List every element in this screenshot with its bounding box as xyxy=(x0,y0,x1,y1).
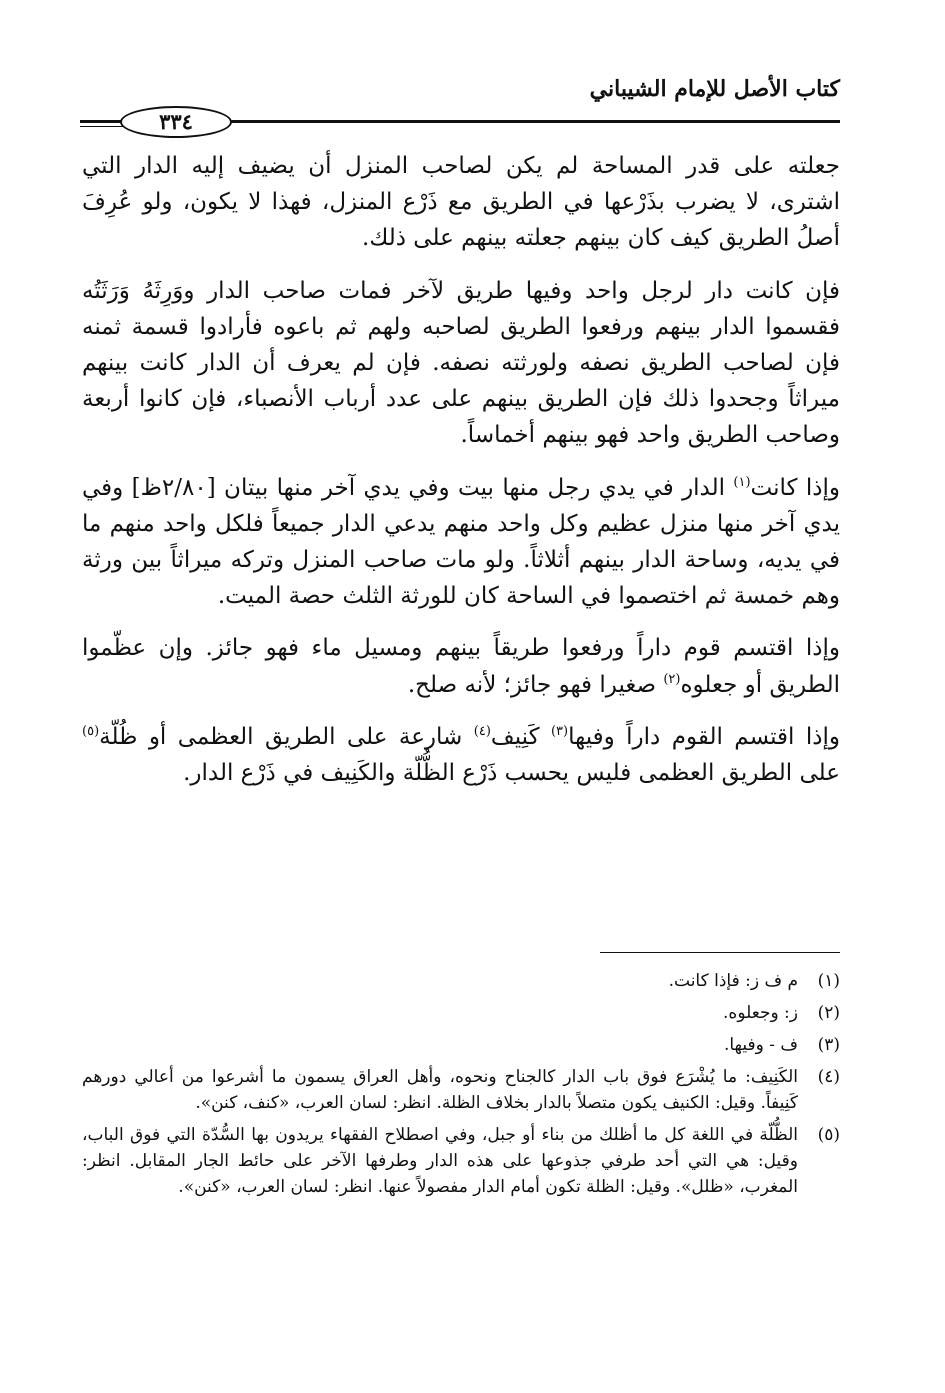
footnote-ref: (١) xyxy=(733,474,751,490)
footnote-ref: (٥) xyxy=(82,723,100,739)
paragraph xyxy=(82,630,840,702)
page-header xyxy=(80,70,840,132)
footnote-number: (٥) xyxy=(817,1125,840,1145)
text-segment: شارعة على الطريق العظمى أو ظُلّة xyxy=(99,723,474,750)
page-number: ٣٣٤ xyxy=(120,106,232,138)
footnote-separator xyxy=(600,952,840,953)
footnote-text: الكَنِيف: ما يُشْرَع فوق باب الدار كالجناح ونحوه، وأهل العراق يسمون ما أشرعوا من أعالي دورهم كَنِيفاً. وقيل: الكنيف يكون متصلاً بالدار بخلاف الظلة. انظر: لسان العرب، «كنف، كنن». xyxy=(82,1067,798,1113)
text-segment: صغيرا فهو جائز؛ لأنه صلح. xyxy=(407,671,664,698)
paragraph xyxy=(82,719,840,791)
footnote xyxy=(82,968,840,994)
text-segment: وإذا اقتسم قوم داراً ورفعوا طريقاً بينهم ومسيل ماء فهو جائز. وإن عظّموا الطريق أو جعلوه xyxy=(82,635,840,698)
footnote-ref: (٢) xyxy=(663,671,681,687)
footnote-number: (٣) xyxy=(817,1035,840,1055)
footnote-text: م ف ز: فإذا كانت. xyxy=(668,971,798,991)
footnote-text: الظُّلّة في اللغة كل ما أظلك من بناء أو جبل، وفي اصطلاح الفقهاء يريدون بها السُّدّة التي فوق الباب، وقيل: هي التي أحد طرفي جذوعها على هذه الدار وطرفها الآخر على حائط الجار المقابل. انظر: المغرب، «ظلل». وقيل: الظلة تكون أمام الدار مفصولاً عنها. انظر: لسان العرب، «كنن». xyxy=(82,1125,798,1197)
text-segment: الدار في يدي رجل منها بيت وفي يدي آخر منها بيتان [٢/٨٠ظ] وفي يدي آخر منها منزل عظيم وكل واحد منهم يدعي الدار جميعاً فلكل واحد منهم ما في يديه، وساحة الدار بينهم أثلاثاً. ولو مات صاحب المنزل وتركه ميراثاً بين ورثة وهم خمسة ثم اختصموا في الساحة كان للورثة الثلث حصة الميت. xyxy=(82,474,840,610)
footnote-number: (٤) xyxy=(817,1067,840,1087)
footnote-number: (١) xyxy=(817,971,840,991)
footnote-text: ز: وجعلوه. xyxy=(723,1003,798,1023)
footnote xyxy=(82,1064,840,1116)
text-segment: فإن كانت دار لرجل واحد وفيها طريق لآخر فمات صاحب الدار ووَرِثَهُ وَرَثَتُه فقسموا الدار بينهم ورفعوا الطريق لصاحبه ولهم ثم باعوه فأرادوا قسمة ثمنه فإن لصاحب الطريق نصفه ولورثته نصفه. فإن لم يعرف أن الدار كانت بينهم ميراثاً وجحدوا ذلك فإن الطريق بينهم على عدد أرباب الأنصباء، فإن كانوا أربعة وصاحب الطريق واحد فهو بينهم أخماساً. xyxy=(82,277,840,449)
footnote xyxy=(82,1032,840,1058)
text-segment: جعلته على قدر المساحة لم يكن لصاحب المنزل أن يضيف إليه الدار التي اشترى، لا يضرب بذَرْعها في الطريق مع ذَرْع المنزل، فهذا لا يكون، ولو عُرِفَ أصلُ الطريق كيف كان بينهم جعلته بينهم على ذلك. xyxy=(82,153,840,252)
footnote-ref: (٣) xyxy=(550,723,569,739)
paragraph xyxy=(82,273,840,454)
footnote-number: (٢) xyxy=(817,1003,840,1023)
footnote-text: ف - وفيها. xyxy=(723,1035,798,1055)
footnote xyxy=(82,1000,840,1026)
paragraph xyxy=(82,148,840,257)
paragraph xyxy=(82,470,840,615)
footnotes xyxy=(82,968,840,1206)
text-segment: وإذا كانت xyxy=(750,474,840,501)
text-segment: وإذا اقتسم القوم داراً وفيها xyxy=(568,723,840,750)
text-segment: كَنِيف xyxy=(490,723,551,750)
footnote-ref: (٤) xyxy=(473,723,491,739)
text-segment: على الطريق العظمى فليس يحسب ذَرْع الظُّلّة والكَنِيف في ذَرْع الدار. xyxy=(183,760,840,787)
book-title: كتاب الأصل للإمام الشيباني xyxy=(589,76,840,102)
main-text xyxy=(82,148,840,807)
footnote xyxy=(82,1122,840,1200)
